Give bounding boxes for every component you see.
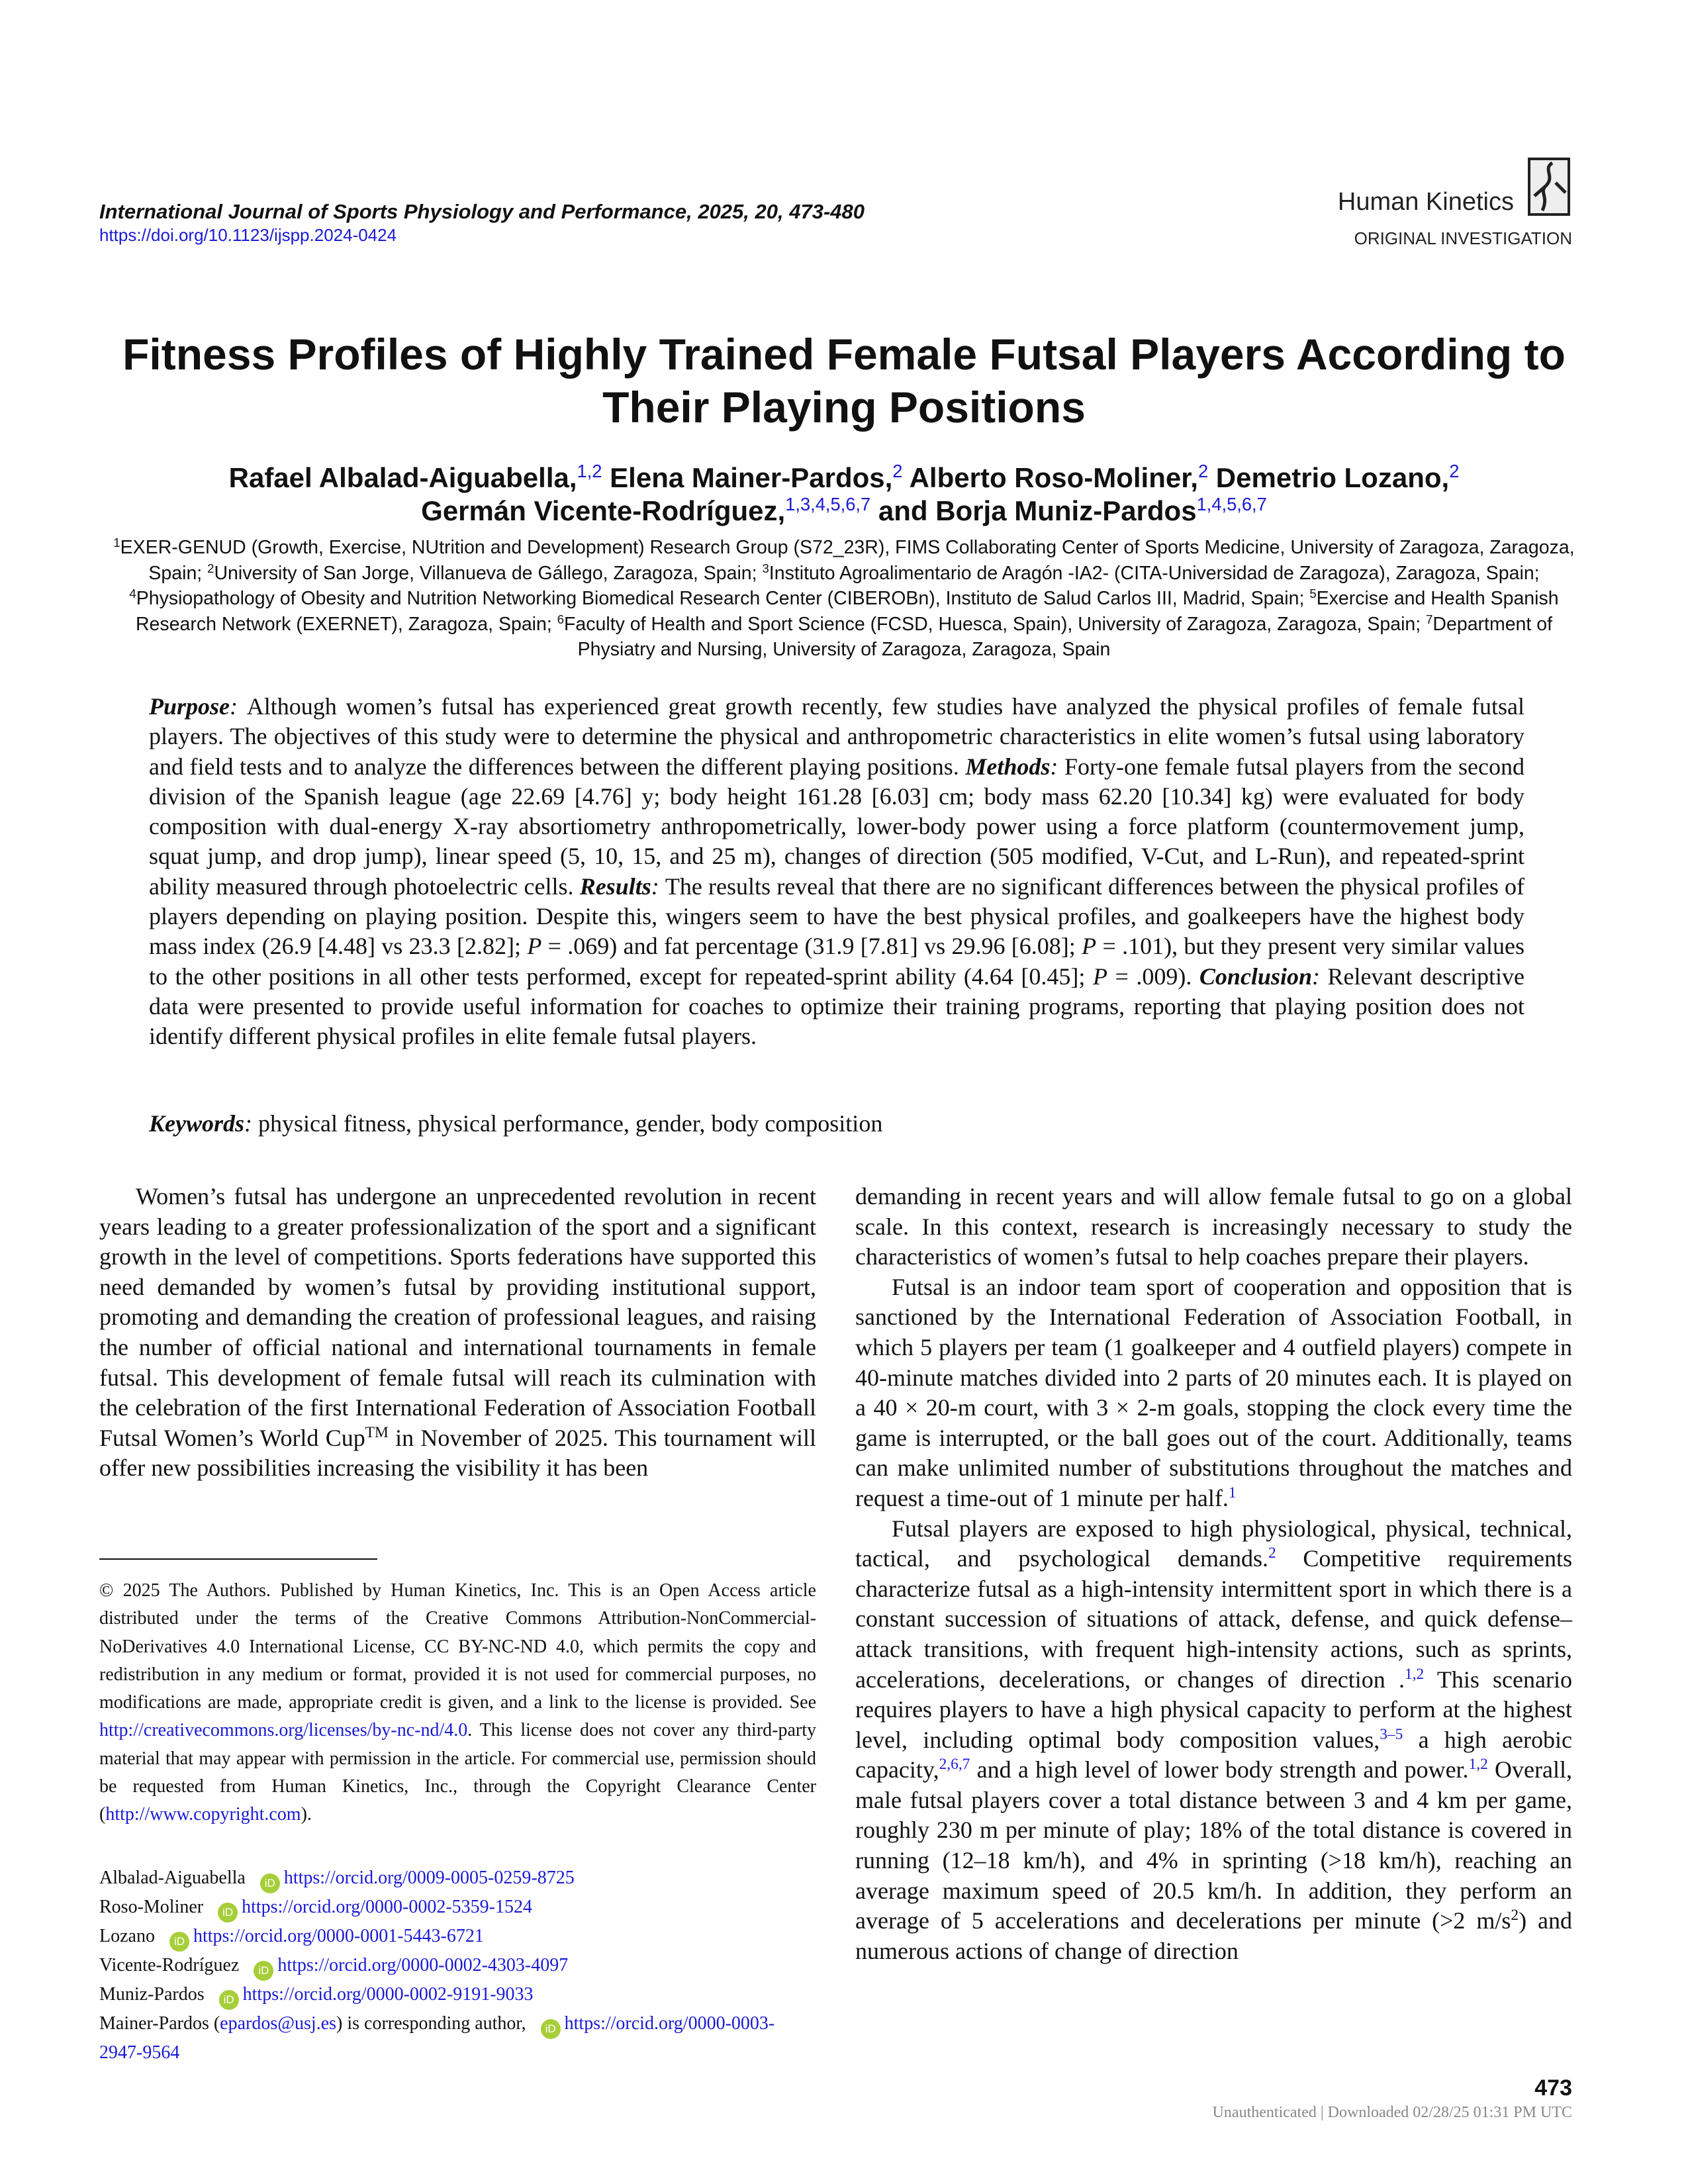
affiliations (99, 535, 1589, 663)
orcid-icon: iD (169, 1932, 189, 1952)
orcid-entry (99, 1952, 816, 1981)
human-kinetics-logo-icon (1523, 156, 1575, 217)
corresponding-name: Mainer-Pardos ( (99, 2013, 220, 2034)
text-run: Germán Vicente-Rodríguez, (421, 495, 786, 526)
text-run: ). (301, 1804, 312, 1825)
hyperlink[interactable]: http://www.copyright.com (105, 1804, 301, 1825)
text-run: : (230, 693, 247, 720)
text-run: EXER-GENUD (Growth, Exercise, NUtrition and Development) Research Group (S72_23R), FIMS Collaborating Center of Sports Medicine, University of Zaragoza, Zaragoza, Spain; (120, 537, 1575, 584)
superscript-ref: 2 (892, 461, 903, 481)
text-run: Department of Physiatry and Nursing, University of Zaragoza, Zaragoza, Spain (577, 613, 1553, 660)
section-label: Keywords (149, 1110, 244, 1137)
text-run: a high aerobic capacity, (855, 1726, 1573, 1783)
section-label: Results (579, 873, 651, 900)
author-surname: Albalad-Aiguabella (99, 1868, 246, 1888)
superscript-ref: 1,3,4,5,6,7 (785, 494, 871, 514)
author-surname: Roso-Moliner (99, 1897, 204, 1917)
superscript-ref[interactable]: 1,2 (1468, 1756, 1488, 1774)
author-surname: Lozano (99, 1926, 155, 1946)
superscript-ref: 7 (1426, 612, 1433, 626)
orcid-entry (99, 1981, 816, 2010)
orcid-link[interactable]: https://orcid.org/0000-0002-9191-9033 (242, 1984, 534, 2005)
section-label: Conclusion (1199, 963, 1312, 990)
corresponding-author (99, 2010, 816, 2066)
superscript-ref: 1 (113, 535, 120, 549)
page-number: 473 (1534, 2075, 1572, 2101)
paragraph (99, 1182, 816, 1484)
text-run: P (527, 933, 542, 960)
text-run: Futsal is an indoor team sport of cooperation and opposition that is sanctioned by the International Federation of Association Football, in which 5 players per team (1 goalkeeper and 4 outfield players) compete in 40-minute matches divided into 2 parts of 20 minutes each. It is played on a 40 × 20-m court, with 3 × 2-m goals, stopping the clock every time the game is interrupted, or the ball goes out of the court. Additionally, teams can make unlimited number of substitutions throughout the matches and request a time-out of 1 minute per half. (855, 1273, 1572, 1511)
superscript-ref[interactable]: 2 (1268, 1544, 1276, 1562)
text-run: Physiopathology of Obesity and Nutrition Networking Biomedical Research Center (CIBEROBn), Instituto de Salud Carlos III, Madrid, Spain; (136, 588, 1310, 609)
orcid-icon: iD (218, 1903, 238, 1923)
text-run: Elena Mainer-Pardos, (602, 462, 893, 493)
orcid-link[interactable]: https://orcid.org/0009-0005-0259-8725 (283, 1868, 575, 1888)
orcid-entry (99, 1864, 816, 1893)
paragraph (855, 1182, 1572, 1272)
text-run: Forty-one female futsal players from the second division of the Spanish league (age 22.69 [4.76] y; body height 161.28 [6.03] cm; body mass 62.20 [10.34] kg) were evaluated for body composition with dual-energy X-ray absortiometry anthropometrically, lower-body power using a force platform (countermovement jump, squat jump, and drop jump), linear speed (5, 10, 15, and 25 m), changes of direction (505 modified, V-Cut, and L-Run), and repeated-sprint ability measured through photoelectric cells. (149, 753, 1524, 900)
superscript-ref: 2 (1511, 1907, 1519, 1924)
text-run: Exercise and Health Spanish Research Network (EXERNET), Zaragoza, Spain; (135, 588, 1559, 635)
section-label: Purpose (149, 693, 230, 720)
section-label: Methods (965, 753, 1051, 780)
publisher-label: Human Kinetics (1337, 188, 1514, 216)
orcid-link[interactable]: https://orcid.org/0000-0002-4303-4097 (277, 1955, 569, 1975)
text-run: Futsal players are exposed to high physiological, physical, technical, tactical, and psychological demands. (855, 1515, 1572, 1572)
body-column-left (99, 1182, 816, 1484)
orcid-link[interactable]: https://orcid.org/0000-0003-2947-9564 (99, 2013, 775, 2063)
superscript-ref: 2 (1197, 461, 1209, 481)
text-run: physical fitness, physical performance, gender, body composition (258, 1110, 883, 1137)
paragraph (855, 1272, 1572, 1514)
text-run: P (1082, 933, 1097, 960)
article-title: Fitness Profiles of Highly Trained Female Futsal Players According to Their Playing Positions (122, 330, 1566, 432)
orcid-icon: iD (254, 1961, 273, 1981)
text-run: Competitive requirements characterize futsal as a high-intensity intermittent sport in which there is a constant succession of situations of attack, defense, and quick defense–attack transitions, with frequent high-intensity actions, such as sprints, accelerations, decelerations, or changes of direction . (855, 1545, 1573, 1693)
text-run: The results reveal that there are no significant differences between the physical profiles of players depending on playing position. Despite this, wingers seem to have the best physical profiles, and goalkeepers have the highest body mass index (26.9 [4.48] vs 23.3 [2.82]; (149, 873, 1525, 960)
author-surname: Vicente-Rodríguez (99, 1955, 240, 1975)
text-run: This scenario requires players to have a high physical capacity to perform at the highest level, including optimal body composition values, (855, 1666, 1572, 1753)
abstract (149, 692, 1524, 1052)
journal-citation: International Journal of Sports Physiology and Performance, 2025, 20, 473-480 (99, 200, 865, 223)
orcid-list (99, 1864, 816, 2066)
text-run: Instituto Agroalimentario de Aragón -IA2- (CITA-Universidad de Zaragoza), Zaragoza, Spain; (769, 562, 1540, 584)
text-run: P (1092, 963, 1107, 990)
license-footnote (99, 1577, 816, 1829)
text-run: : (1312, 963, 1328, 990)
text-run: Overall, male futsal players cover a total distance between 3 and 4 km per game, roughly 230 m per minute of play; 18% of the total distance is covered in running (12–18 km/h), and 4% in sprinting (>18 km/h), reaching an average maximum speed of 20.5 km/h. In addition, they perform an average of 5 accelerations and decelerations per minute (>2 m/s (855, 1756, 1572, 1934)
article-type: ORIGINAL INVESTIGATION (1354, 228, 1572, 248)
text-run: in November of 2025. This tournament will offer new possibilities increasing the visibility it has been (99, 1424, 816, 1482)
text-run: Women’s futsal has undergone an unprecedented revolution in recent years leading to a greater professionalization of the sport and a significant growth in the level of competitions. Sports federations have supported this need demanded by women’s futsal by providing institutional support, promoting and demanding the creation of professional leagues, and raising the number of official national and international tournaments in female futsal. This development of female futsal will reach its culmination with the celebration of the first International Federation of Association Football Futsal Women’s World Cup (99, 1183, 816, 1451)
text-run: Alberto Roso-Moliner, (902, 462, 1198, 493)
superscript-ref: 1,4,5,6,7 (1196, 494, 1267, 514)
doi-link[interactable]: https://doi.org/10.1123/ijspp.2024-0424 (99, 225, 397, 245)
text-run: University of San Jorge, Villanueva de Gállego, Zaragoza, Spain; (214, 562, 763, 584)
orcid-icon: iD (541, 2019, 561, 2039)
superscript-ref: 5 (1309, 586, 1317, 600)
corresponding-suffix: ) is corresponding author, (336, 2013, 526, 2034)
author-list (99, 461, 1589, 528)
text-run: Demetrio Lozano, (1208, 462, 1450, 493)
text-run: Faculty of Health and Sport Science (FCSD, Huesca, Spain), University of Zaragoza, Zaragoza, Spain; (564, 613, 1427, 635)
keywords (149, 1109, 1524, 1139)
superscript-ref: 2 (1449, 461, 1460, 481)
text-run: Rafael Albalad-Aiguabella, (228, 462, 577, 493)
email-link[interactable]: epardos@usj.es (220, 2013, 337, 2034)
text-run: = .009). (1107, 963, 1199, 990)
superscript-ref[interactable]: 1,2 (1405, 1665, 1425, 1683)
orcid-link[interactable]: https://orcid.org/0000-0001-5443-6721 (193, 1926, 484, 1946)
footnote-divider (99, 1558, 377, 1560)
text-run: demanding in recent years and will allow female futsal to go on a global scale. In this context, research is increasingly necessary to study the characteristics of women’s futsal to help coaches prepare their players. (855, 1183, 1572, 1270)
text-run: Although women’s futsal has experienced great growth recently, few studies have analyzed the physical profiles of female futsal players. The objectives of this study were to determine the physical and anthropometric characteristics in elite women’s futsal using laboratory and field tests and to analyze the differences between the different playing positions. (149, 693, 1524, 780)
download-note: Unauthenticated | Downloaded 02/28/25 01:31 PM UTC (1212, 2104, 1572, 2121)
text-run: = .101), but they present very similar values to the other positions in all other tests performed, except for repeated-sprint ability (4.64 [0.45]; (149, 933, 1524, 990)
orcid-link[interactable]: https://orcid.org/0000-0002-5359-1524 (242, 1897, 533, 1917)
text-run: Relevant descriptive data were presented to provide useful information for coaches to optimize their training programs, reporting that playing position does not identify different physical profiles in elite female futsal players. (149, 963, 1524, 1050)
text-run: = .069) and fat percentage (31.9 [7.81] vs 29.96 [6.08]; (541, 933, 1082, 960)
text-run: : (651, 873, 665, 900)
orcid-icon: iD (260, 1874, 280, 1893)
text-run: . This license does not cover any third-party material that may appear with permission in the article. For commercial use, permission should be requested from Human Kinetics, Inc., through the Copyright Clearance Center ( (99, 1720, 816, 1825)
superscript-ref: 1,2 (577, 461, 602, 481)
superscript-ref[interactable]: 2,6,7 (939, 1756, 970, 1774)
superscript-ref[interactable]: 3–5 (1380, 1725, 1403, 1743)
paragraph (855, 1514, 1572, 1967)
orcid-entry (99, 1923, 816, 1952)
superscript-ref: 2 (207, 561, 214, 575)
orcid-icon: iD (219, 1990, 239, 2010)
superscript-ref: 3 (762, 561, 769, 575)
author-surname: Muniz-Pardos (99, 1984, 205, 2005)
text-run: ) and numerous actions of change of direction (855, 1907, 1573, 1964)
superscript-ref: 6 (557, 612, 565, 626)
superscript-ref[interactable]: 1 (1228, 1484, 1237, 1502)
body-column-right (855, 1182, 1572, 1966)
text-run: © 2025 The Authors. Published by Human Kinetics, Inc. This is an Open Access article distributed under the terms of the Creative Commons Attribution-NonCommercial-NoDerivatives 4.0 International License, CC BY-NC-ND 4.0, which permits the copy and redistribution in any medium or format, provided it is not used for commercial purposes, no modifications are made, appropriate credit is given, and a link to the license is provided. See (99, 1580, 816, 1713)
hyperlink[interactable]: http://creativecommons.org/licenses/by-nc-nd/4.0 (99, 1720, 468, 1741)
superscript-ref: 4 (129, 586, 136, 600)
text-run: : (1050, 753, 1064, 780)
orcid-entry (99, 1893, 816, 1923)
text-run: and Borja Muniz-Pardos (870, 495, 1197, 526)
text-run: : (244, 1110, 258, 1137)
superscript-ref: TM (365, 1423, 389, 1441)
text-run: and a high level of lower body strength and power. (970, 1756, 1469, 1783)
